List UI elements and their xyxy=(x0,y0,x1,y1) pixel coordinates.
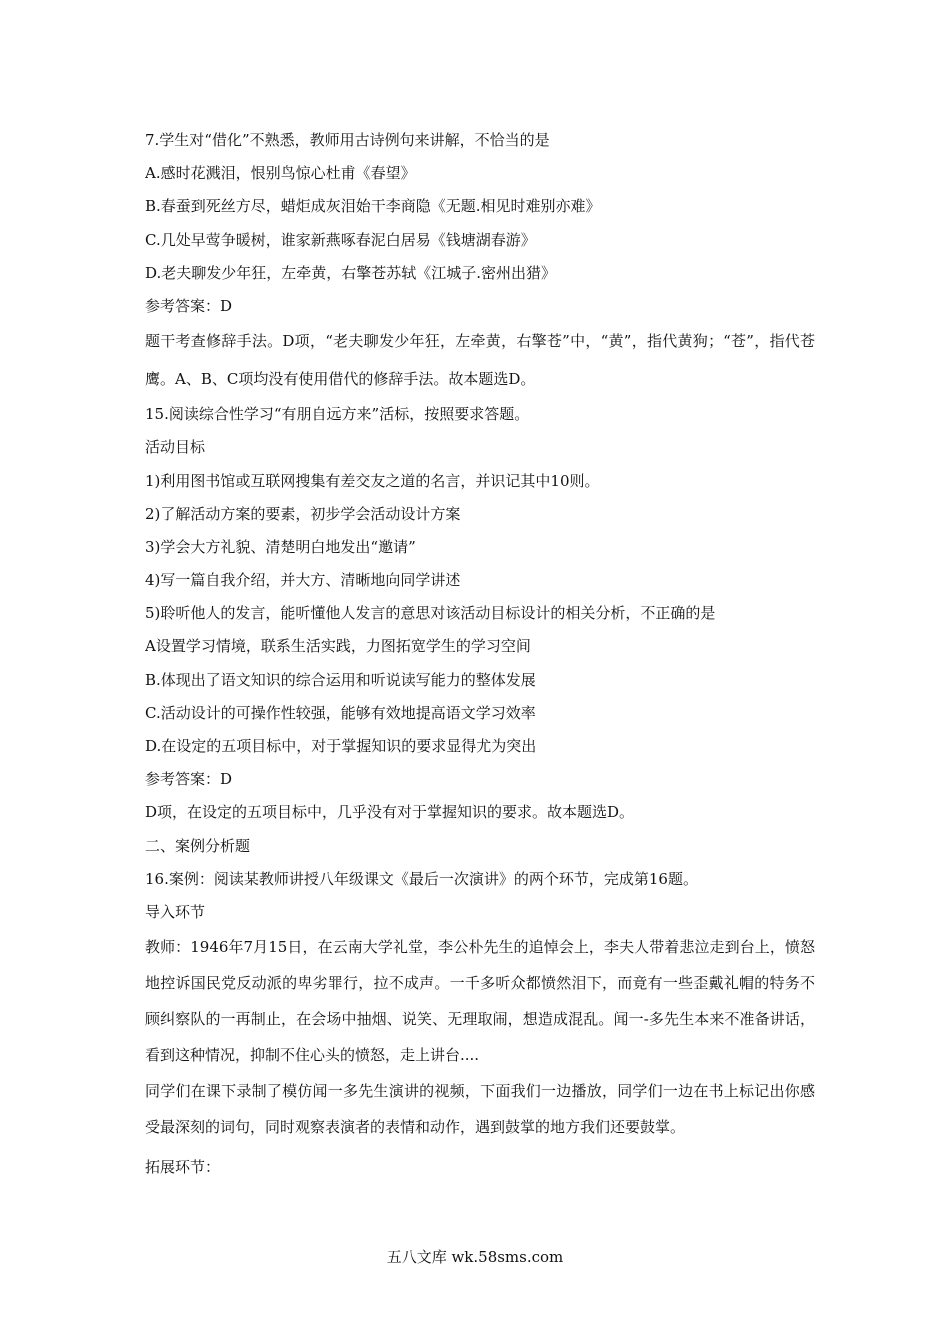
option-d: D.老夫聊发少年狂，左牵黄，右擎苍苏轼《江城子.密州出猎》 xyxy=(145,263,557,282)
section-heading-activity-goals: 活动目标 xyxy=(145,438,206,457)
option-a: A.感时花溅泪，恨别鸟惊心杜甫《春望》 xyxy=(145,164,416,183)
goal-item-3: 3)学会大方礼貌、清楚明白地发出“邀请” xyxy=(145,537,416,556)
footer-watermark: 五八文库 wk.58sms.com xyxy=(386,1248,564,1266)
goal-item-5: 5)聆听他人的发言，能听懂他人发言的意思对该活动目标设计的相关分析，不正确的是 xyxy=(145,604,716,623)
option-c: C.活动设计的可操作性较强，能够有效地提高语文学习效率 xyxy=(145,703,536,722)
goal-item-2: 2)了解活动方案的要素，初步学会活动设计方案 xyxy=(145,504,461,523)
section-heading-case-analysis: 二、案例分析题 xyxy=(145,836,251,855)
goal-item-4: 4)写一篇自我介绍，并大方、清晰地向同学讲述 xyxy=(145,571,461,590)
reference-answer: 参考答案：D xyxy=(145,296,233,315)
question-7-stem: 7.学生对“借化”不熟悉，教师用古诗例句来讲解，不恰当的是 xyxy=(145,131,550,149)
option-b: B.春蚕到死丝方尽，蜡炬成灰泪始干李商隐《无题.相见时难别亦难》 xyxy=(145,197,601,216)
option-a: A设置学习情境，联系生活实践，力图拓宽学生的学习空间 xyxy=(145,637,531,656)
section-heading-extension: 拓展环节： xyxy=(145,1158,221,1177)
document-body xyxy=(145,124,815,1184)
option-c: C.几处早莺争暖树，谁家新燕啄春泥白居易《钱塘湖春游》 xyxy=(145,230,536,249)
option-d: D.在设定的五项目标中，对于掌握知识的要求显得尤为突出 xyxy=(145,737,537,755)
goal-item-1: 1)利用图书馆或互联网搜集有差交友之道的名言，并识记其中10则。 xyxy=(145,471,600,490)
teacher-paragraph: 教师：1946年7月15日，在云南大学礼堂，李公朴先生的追悼会上，李夫人带着悲泣走到台上，愤怒地控诉国民党反动派的卑劣罪行，拉不成声。一千多听众都愤然泪下，而竟有一些歪戴礼帽的特务不顾纠察队的一再制止，在会场中抽烟、说笑、无理取闹，想造成混乱。闻一-多先生本来不准备讲话，看到这种情况，抑制不住心头的愤怒，走上讲台.... xyxy=(145,938,815,1065)
question-16-stem: 16.案例：阅读某教师讲授八年级课文《最后一次演讲》的两个环节，完成第16题。 xyxy=(145,869,698,888)
answer-explanation: D项，在设定的五项目标中，几乎没有对于掌握知识的要求。故本题选D。 xyxy=(145,803,635,822)
option-b: B.体现出了语文知识的综合运用和听说读写能力的整体发展 xyxy=(145,670,536,689)
answer-explanation: 题干考查修辞手法。D项，“老夫聊发少年狂，左牵黄，右擎苍”中，“黄”，指代黄狗；“苍”，指代苍鹰。A、B、C项均没有使用借代的修辞手法。故本题选D。 xyxy=(145,332,815,389)
section-heading-introduction: 导入环节 xyxy=(145,902,206,921)
student-paragraph: 同学们在课下录制了模仿闻一多先生演讲的视频，下面我们一边播放，同学们一边在书上标记出你感受最深刻的词句，同时观察表演者的表情和动作，遇到鼓掌的地方我们还要鼓掌。 xyxy=(145,1082,815,1137)
question-15-stem: 15.阅读综合性学习“有朋自远方来”活标，按照要求答题。 xyxy=(145,405,530,424)
reference-answer: 参考答案：D xyxy=(145,770,233,789)
